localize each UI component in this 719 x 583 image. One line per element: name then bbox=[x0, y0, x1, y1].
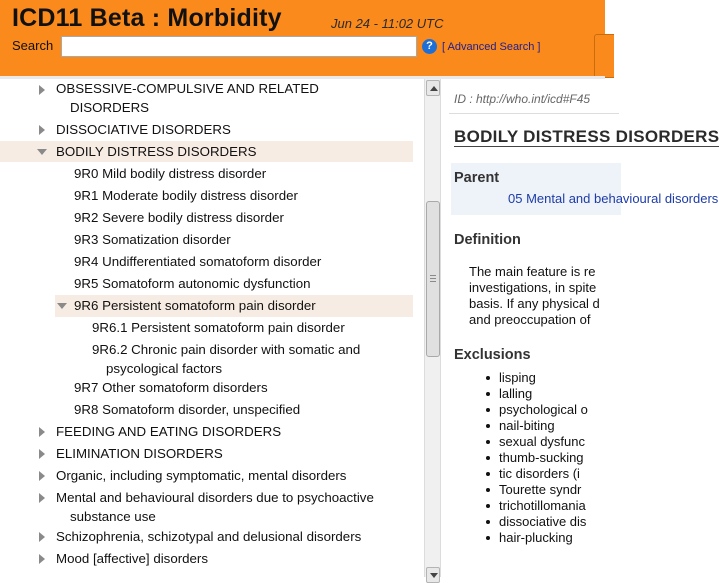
expand-arrow-icon[interactable] bbox=[39, 554, 45, 564]
divider bbox=[449, 113, 619, 114]
tree-item-label: 9R6 Persistent somatoform pain disorder bbox=[74, 298, 316, 313]
tree-item-obsessive-compulsive[interactable] bbox=[0, 79, 424, 119]
arrow-up-icon bbox=[430, 86, 438, 91]
grip-line bbox=[430, 281, 436, 282]
timestamp: Jun 24 - 11:02 UTC bbox=[331, 16, 444, 31]
tree-item-9r6-1[interactable]: 9R6.1 Persistent somatoform pain disorder bbox=[92, 320, 345, 335]
tree-item-label-cont: psycological factors bbox=[106, 361, 223, 376]
tree-item-label-cont: substance use bbox=[70, 509, 156, 524]
tree-item-psychoactive[interactable] bbox=[0, 488, 424, 528]
bullet-icon bbox=[486, 376, 490, 380]
arrow-down-icon bbox=[430, 573, 438, 578]
bullet-icon bbox=[486, 408, 490, 412]
tree-item-label: Organic, including symptomatic, mental disorders bbox=[56, 468, 347, 483]
bullet-icon bbox=[486, 520, 490, 524]
tree-item-schizophrenia[interactable] bbox=[0, 527, 424, 547]
entity-detail-panel bbox=[441, 79, 719, 577]
tree-item-9r6[interactable] bbox=[55, 295, 413, 317]
tree-item-elimination[interactable] bbox=[0, 444, 424, 464]
definition-heading: Definition bbox=[454, 232, 521, 248]
tree-item-9r3[interactable]: 9R3 Somatization disorder bbox=[74, 232, 231, 247]
exclusion-item[interactable]: dissociative dis bbox=[499, 514, 586, 530]
definition-text-line: basis. If any physical d bbox=[469, 296, 600, 311]
tree-scrollbar[interactable] bbox=[424, 79, 441, 577]
help-icon[interactable]: ? bbox=[422, 39, 437, 54]
tree-item-label: Schizophrenia, schizotypal and delusional disorders bbox=[56, 529, 362, 544]
collapse-arrow-icon[interactable] bbox=[37, 149, 47, 155]
exclusion-item[interactable]: tic disorders (i bbox=[499, 466, 580, 482]
expand-arrow-icon[interactable] bbox=[39, 85, 45, 95]
scroll-thumb[interactable] bbox=[426, 201, 440, 357]
search-input[interactable] bbox=[61, 36, 417, 57]
tree-item-label: OBSESSIVE-COMPULSIVE AND RELATED bbox=[56, 81, 319, 96]
bullet-icon bbox=[486, 488, 490, 492]
collapse-arrow-icon[interactable] bbox=[57, 303, 67, 309]
tree-item-label: DISSOCIATIVE DISORDERS bbox=[56, 122, 231, 137]
expand-arrow-icon[interactable] bbox=[39, 449, 45, 459]
tree-item-9r5[interactable]: 9R5 Somatoform autonomic dysfunction bbox=[74, 276, 311, 291]
tree-item-feeding-eating[interactable] bbox=[0, 422, 424, 442]
app-header bbox=[0, 0, 605, 76]
tree-item-dissociative[interactable] bbox=[0, 120, 424, 140]
tree-item-label: Mood [affective] disorders bbox=[56, 551, 209, 566]
entity-id: ID : http://who.int/icd#F45 bbox=[454, 92, 591, 106]
entity-title: BODILY DISTRESS DISORDERS bbox=[454, 127, 719, 146]
tree-item-bodily-distress[interactable] bbox=[0, 141, 413, 162]
tree-item-label: 9R6.2 Chronic pain disorder with somatic and bbox=[92, 342, 361, 357]
expand-arrow-icon[interactable] bbox=[39, 427, 45, 437]
tree-item-label: ELIMINATION DISORDERS bbox=[56, 446, 223, 461]
search-label: Search bbox=[12, 38, 54, 53]
tree-item-9r1[interactable]: 9R1 Moderate bodily distress disorder bbox=[74, 188, 298, 203]
bullet-icon bbox=[486, 536, 490, 540]
exclusion-item[interactable]: thumb-sucking bbox=[499, 450, 584, 466]
expand-arrow-icon[interactable] bbox=[39, 532, 45, 542]
parent-link[interactable]: 05 Mental and behavioural disorders bbox=[508, 191, 719, 206]
bullet-icon bbox=[486, 456, 490, 460]
exclusion-item[interactable]: trichotillomania bbox=[499, 498, 586, 514]
tree-item-9r0[interactable]: 9R0 Mild bodily distress disorder bbox=[74, 166, 267, 181]
bullet-icon bbox=[486, 424, 490, 428]
tree-item-organic[interactable] bbox=[0, 466, 424, 486]
tree-item-9r2[interactable]: 9R2 Severe bodily distress disorder bbox=[74, 210, 284, 225]
exclusions-heading: Exclusions bbox=[454, 347, 531, 363]
bullet-icon bbox=[486, 392, 490, 396]
exclusion-item[interactable]: nail-biting bbox=[499, 418, 555, 434]
exclusion-item[interactable]: hair-plucking bbox=[499, 530, 573, 546]
parent-heading: Parent bbox=[454, 170, 500, 186]
expand-arrow-icon[interactable] bbox=[39, 125, 45, 135]
exclusion-item[interactable]: lalling bbox=[499, 386, 532, 402]
tree-item-label: Mental and behavioural disorders due to psychoactive bbox=[56, 490, 374, 505]
tree-item-label: BODILY DISTRESS DISORDERS bbox=[56, 144, 257, 159]
tree-item-mood[interactable] bbox=[0, 549, 424, 569]
grip-line bbox=[430, 275, 436, 276]
exclusion-item[interactable]: Tourette syndr bbox=[499, 482, 581, 498]
bullet-icon bbox=[486, 472, 490, 476]
bullet-icon bbox=[486, 440, 490, 444]
header-side-tab bbox=[594, 34, 614, 78]
app-title: ICD11 Beta : Morbidity bbox=[12, 4, 282, 32]
expand-arrow-icon[interactable] bbox=[39, 493, 45, 503]
scroll-up-button[interactable] bbox=[426, 80, 440, 96]
tree-item-9r4[interactable]: 9R4 Undifferentiated somatoform disorder bbox=[74, 254, 322, 269]
tree-item-9r8[interactable]: 9R8 Somatoform disorder, unspecified bbox=[74, 402, 301, 417]
definition-text-line: investigations, in spite bbox=[469, 280, 597, 295]
definition-text-line: The main feature is re bbox=[469, 264, 596, 279]
grip-line bbox=[430, 278, 436, 279]
exclusion-item[interactable]: lisping bbox=[499, 370, 536, 386]
definition-text-line: and preoccupation of bbox=[469, 312, 591, 327]
exclusion-item[interactable]: psychological o bbox=[499, 402, 588, 418]
advanced-search-link[interactable]: [ Advanced Search ] bbox=[442, 41, 541, 53]
classification-tree bbox=[0, 79, 424, 577]
exclusion-item[interactable]: sexual dysfunc bbox=[499, 434, 585, 450]
scroll-down-button[interactable] bbox=[426, 567, 440, 583]
tree-item-label: FEEDING AND EATING DISORDERS bbox=[56, 424, 282, 439]
tree-item-label-cont: DISORDERS bbox=[70, 100, 150, 115]
expand-arrow-icon[interactable] bbox=[39, 471, 45, 481]
bullet-icon bbox=[486, 504, 490, 508]
tree-item-9r7[interactable]: 9R7 Other somatoform disorders bbox=[74, 380, 268, 395]
